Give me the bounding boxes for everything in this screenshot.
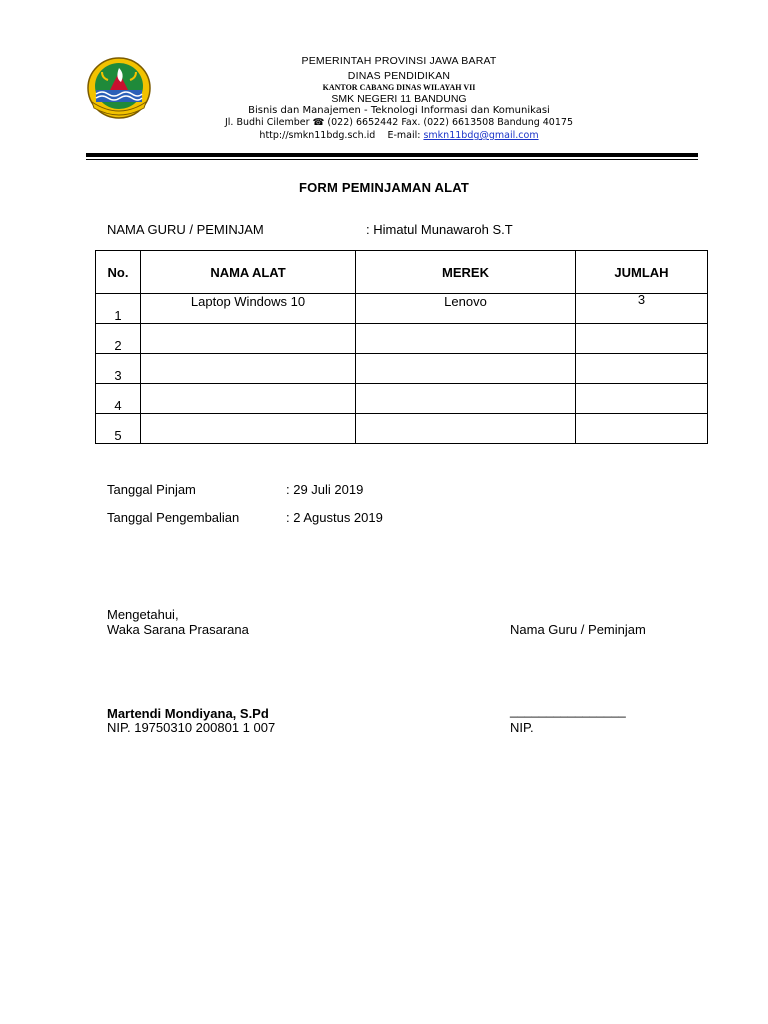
header-no: No.	[96, 251, 141, 294]
brand-cell: Lenovo	[356, 294, 576, 324]
item-name-cell	[141, 414, 356, 444]
letterhead-programs: Bisnis dan Manajemen - Teknologi Informasi dan Komunikasi	[248, 105, 550, 116]
table-row	[96, 354, 708, 384]
table-row	[96, 324, 708, 354]
row-number: 2	[96, 324, 141, 354]
items-table	[95, 250, 708, 444]
letterhead-department: DINAS PENDIDIKAN	[347, 70, 451, 82]
contact-numbers: (022) 6652442 Fax. (022) 6613508 Bandung 40175	[327, 117, 573, 128]
item-name-cell	[141, 354, 356, 384]
acknowledged-label: Mengetahui,	[107, 607, 179, 622]
letterhead-government: PEMERINTAH PROVINSI JAWA BARAT	[301, 55, 497, 67]
quantity-cell	[576, 384, 708, 414]
letterhead-branch-office: KANTOR CABANG DINAS WILAYAH VII	[322, 83, 476, 92]
email-link[interactable]: smkn11bdg@gmail.com	[423, 130, 539, 141]
return-date-value: : 2 Agustus 2019	[286, 510, 383, 525]
west-java-emblem-icon	[86, 56, 152, 120]
form-title: FORM PEMINJAMAN ALAT	[298, 180, 470, 195]
item-name-cell: Laptop Windows 10	[141, 294, 356, 324]
quantity-cell	[576, 324, 708, 354]
phone-icon: ☎	[312, 117, 325, 128]
header-brand: MEREK	[356, 251, 576, 294]
row-number: 1	[96, 294, 141, 324]
quantity-cell	[576, 414, 708, 444]
approver-title: Waka Sarana Prasarana	[107, 622, 249, 637]
letterhead-address-line	[150, 117, 648, 128]
borrower-signature-title: Nama Guru / Peminjam	[510, 622, 646, 637]
borrow-date-label: Tanggal Pinjam	[107, 482, 196, 497]
borrower-label: NAMA GURU / PEMINJAM	[107, 222, 264, 237]
table-row	[96, 414, 708, 444]
brand-cell	[356, 354, 576, 384]
letterhead-divider-thick	[86, 153, 698, 157]
email-label: E-mail:	[387, 130, 421, 141]
row-number: 5	[96, 414, 141, 444]
brand-cell	[356, 414, 576, 444]
brand-cell	[356, 324, 576, 354]
borrow-date-value: : 29 Juli 2019	[286, 482, 364, 497]
header-item-name: NAMA ALAT	[141, 251, 356, 294]
borrower-nip: NIP.	[510, 720, 534, 735]
return-date-label: Tanggal Pengembalian	[107, 510, 240, 525]
borrower-value: : Himatul Munawaroh S.T	[366, 222, 513, 237]
table-header-row	[96, 251, 708, 294]
header-quantity: JUMLAH	[576, 251, 708, 294]
item-name-cell	[141, 324, 356, 354]
letterhead-web-line	[150, 130, 648, 141]
approver-name: Martendi Mondiyana, S.Pd	[107, 706, 269, 721]
item-name-cell	[141, 384, 356, 414]
table-row	[96, 384, 708, 414]
row-number: 3	[96, 354, 141, 384]
letterhead-divider-thin	[86, 159, 698, 160]
letterhead-school-name: SMK NEGERI 11 BANDUNG	[331, 93, 467, 105]
row-number: 4	[96, 384, 141, 414]
approver-nip: NIP. 19750310 200801 1 007	[107, 720, 276, 735]
website-link[interactable]: http://smkn11bdg.sch.id	[259, 130, 376, 141]
address-text: Jl. Budhi Cilember	[224, 117, 310, 128]
brand-cell	[356, 384, 576, 414]
quantity-cell	[576, 354, 708, 384]
table-row	[96, 294, 708, 324]
borrower-signature-blank: ________________	[510, 703, 626, 718]
quantity-cell: 3	[576, 294, 708, 324]
